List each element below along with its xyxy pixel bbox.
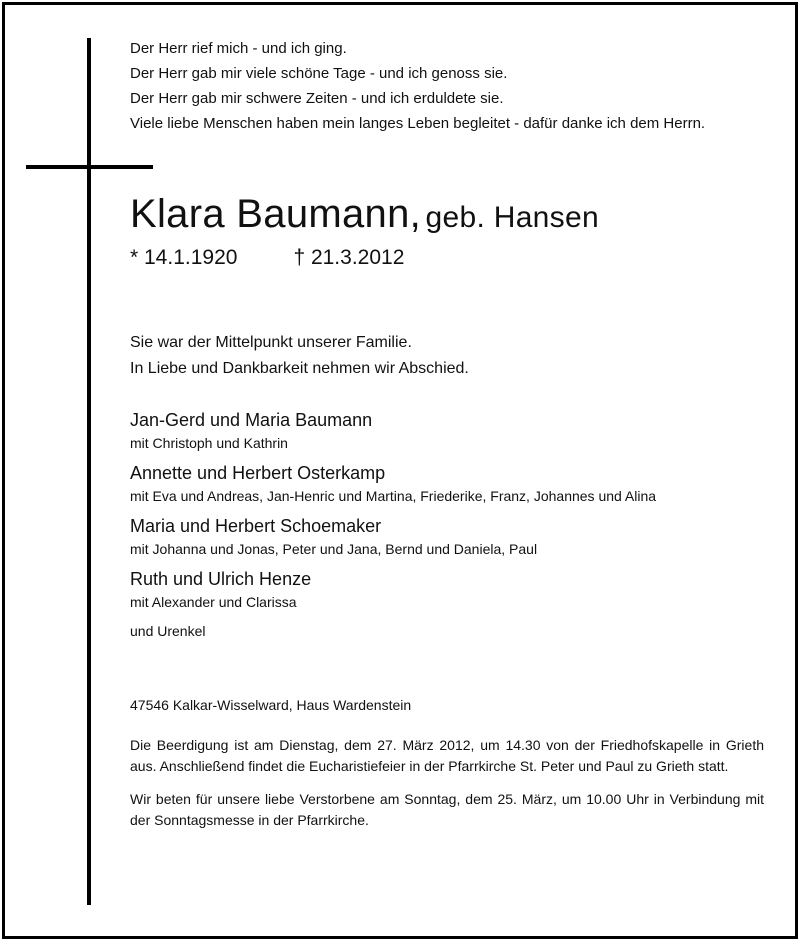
life-dates [130, 246, 770, 270]
death-date: † 21.3.2012 [293, 246, 405, 269]
poem-line: Der Herr gab mir schwere Zeiten - und ich erduldete sie. [130, 90, 504, 107]
notice-content [130, 36, 770, 831]
poem-line: Der Herr gab mir viele schöne Tage - und ich genoss sie. [130, 65, 508, 82]
mass-info: Wir beten für unsere liebe Verstorbene am Sonntag, dem 25. März, um 10.00 Uhr in Verbindung mit der Sonntagsmesse in der Pfarrkirche. [130, 791, 764, 828]
family-names: Jan-Gerd und Maria Baumann [130, 410, 373, 430]
address: 47546 Kalkar-Wisselward, Haus Wardenstein [130, 697, 412, 713]
funeral-info: Die Beerdigung ist am Dienstag, dem 27. März 2012, um 14.30 von der Friedhofskapelle in Grieth aus. Anschließend findet die Eucharistiefeier in der Pfarrkirche St. Peter und Paul zu Grieth statt. [130, 737, 764, 774]
family-entry [130, 567, 770, 613]
intro-line: In Liebe und Dankbarkeit nehmen wir Abschied. [130, 360, 469, 377]
mourners-list [130, 408, 770, 642]
deceased-name: Klara Baumann, [130, 192, 422, 236]
family-names: Ruth und Ulrich Henze [130, 569, 312, 589]
intro-line: Sie war der Mittelpunkt unserer Familie. [130, 334, 412, 351]
birth-date: * 14.1.1920 [130, 246, 238, 269]
poem [130, 36, 770, 136]
family-entry [130, 461, 770, 507]
family-names: Annette und Herbert Osterkamp [130, 463, 386, 483]
family-children: mit Johanna und Jonas, Peter und Jana, Bernd und Daniela, Paul [130, 541, 538, 557]
family-entry [130, 408, 770, 454]
poem-line: Der Herr rief mich - und ich ging. [130, 40, 347, 57]
great-grandchildren: und Urenkel [130, 623, 206, 639]
family-entry [130, 514, 770, 560]
family-children: mit Eva und Andreas, Jan-Henric und Martina, Friederike, Franz, Johannes und Alina [130, 488, 657, 504]
maiden-name: geb. Hansen [425, 201, 599, 234]
family-children: mit Alexander und Clarissa [130, 594, 297, 610]
family-children: mit Christoph und Kathrin [130, 435, 288, 451]
intro-text [130, 330, 770, 382]
poem-line: Viele liebe Menschen haben mein langes Leben begleitet - dafür danke ich dem Herrn. [130, 115, 706, 132]
family-names: Maria und Herbert Schoemaker [130, 516, 382, 536]
deceased-name-block [130, 194, 770, 234]
